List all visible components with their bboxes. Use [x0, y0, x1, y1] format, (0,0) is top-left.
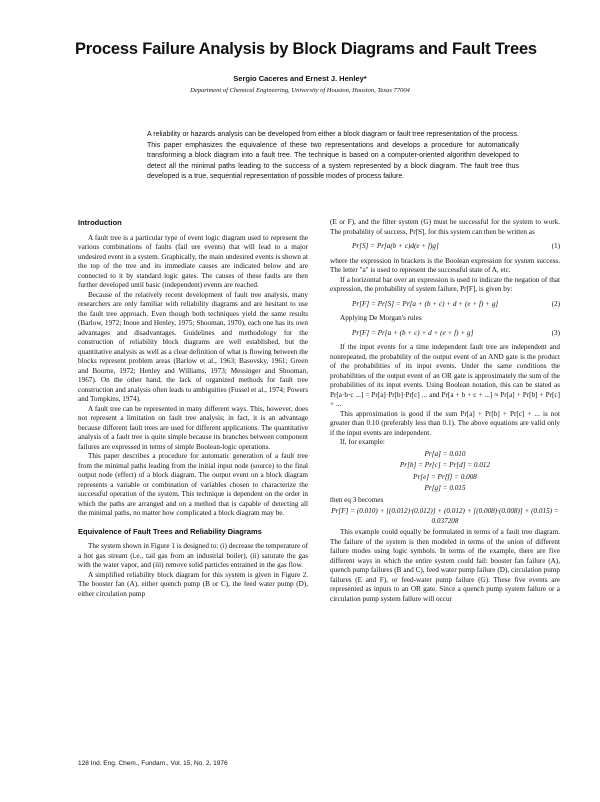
- equation-number: (1): [551, 242, 560, 250]
- equation-2: [330, 300, 560, 310]
- equation-1: [330, 242, 560, 252]
- paragraph: The system shown in Figure 1 is designed to: (i) decrease the temperature of a hot gas stream (i.e., tail gas from an industrial boiler), (ii) saturate the gas with the water vapor, and (iii) remove solid particles entrained in the gas flow.: [78, 542, 308, 569]
- paragraph: then eq 3 becomes: [330, 495, 384, 504]
- authors: Sergio Caceres and Ernest J. Henley*: [233, 74, 367, 83]
- paragraph: A fault tree is a particular type of event logic diagram used to represent the various combinations of faults (fail ure events) that will lead to a major undesired event in a system. Graphically, the main undesired events is shown at the top of the tree and its immediate causes are indicated below and are connected to it by standard logic gates. The causes of these faults are then further developed until basic (independent) events are reached.: [78, 233, 308, 289]
- equation-number: (3): [551, 328, 560, 337]
- example-value: Pr[e] = Pr[f] = 0.008: [413, 472, 477, 481]
- paragraph: If, for example:: [340, 438, 385, 446]
- equivalence-heading: Equivalence of Fault Trees and Reliability Diagrams: [78, 526, 262, 536]
- paragraph: A fault tree can be represented in many different ways. This, however, does not represent a limitation on fault tree analysis; in fact, it is an advantage because different fault trees are used for different applications. The quantitative analysis of a fault tree is quite simple because its branches between component failures are expressed in terms of simple Boolean-logic operations.: [78, 404, 308, 451]
- example-value: Pr[g] = 0.015: [424, 484, 466, 492]
- example-value: Pr[a] = 0.010: [424, 449, 466, 458]
- paper-title: Process Failure Analysis by Block Diagrams and Fault Trees: [75, 40, 537, 58]
- paragraph: where the expression in brackets is the Boolean expression for system success. The letter "a" is used to represent the successful state of A, etc.: [330, 256, 560, 274]
- introduction-heading: Introduction: [78, 218, 122, 227]
- equation-4: Pr[F] = (0.010) + [(0.012)·(0.012)] + (0.012) + [(0.008)·(0.008)] + (0.015) = 0.037208: [331, 507, 559, 525]
- paragraph: This paper describes a procedure for automatic generation of a fault tree from the minimal paths leading from the initial input node (source) to the final output node (effect) of a block diagram. The output event on a block diagram represents a variable or combination of variables chosen to characterize the successful operation of the system. This technique is dependent on the order in which the paths are arranged and on a method that is capable of detecting all the minimal paths, no matter how complicated a block diagram may be.: [78, 452, 308, 517]
- paragraph: If the input events for a time independent fault tree are independent and nonrepeated, the probability of the output event of an AND gate is the product of the probabilities of its input events. Under the same conditions the probabilities of the output event of an OR gate is approximately the sum of the probabilities of its input events. Using Boolean notation, this can be stated as Pr[a·b·c ...] = Pr[a]·Pr[b]·Pr[c] ... and Pr[a + b + c + ...] ≈ Pr[a] + Pr[b] + Pr[c] + ...: [330, 343, 560, 408]
- paragraph: Because of the relatively recent development of fault tree analysis, many researchers are only familiar with reliability diagrams and are hesitant to use the fault tree approach. Even though both techniques yield the same results (Barlow, 1972; Inoue and Henley, 1975; Shooman, 1970), each one has its own advantages and disadvantages. Guidelines and methodology for the construction of reliability block diagrams are well established, but the quantitative analysis as well as a clear definition of what is flowing between the blocks represent problem areas (Barlow et al., 1963; Basovsky, 1961; Green and Bourne, 1972; Henley and Williams, 1973; Messinger and Shooman, 1967). On the other hand, the lack of organized methods for fault tree construction and analysis often leads to ambiguities (Fussel et al., 1974; Powers and Tompkins, 1974).: [78, 290, 308, 403]
- paragraph: If a horizontal bar over an expression is used to indicate the negation of that expression, the probability of system failure, Pr[F], is given by:: [330, 275, 560, 293]
- right-column: [330, 218, 560, 604]
- equation-3: [330, 329, 560, 339]
- abstract: A reliability or hazards analysis can be developed from either a block diagram or fault tree representation of the process. This paper emphasizes the equivalence of these two representations and develops a procedure for automatically transforming a block diagram into a fault tree. The technique is based on a computer-oriented algorithm developed to detect all the minimal paths leading to the success of a system represented by a block diagram. The fault tree thus developed is a true, sequential representation of possible modes of process failure.: [147, 131, 519, 181]
- equation-number: (2): [551, 299, 560, 308]
- equation-body: Pr[F] = Pr[S] = Pr[a + (b + c) + d + (e + f) + g]: [352, 299, 499, 308]
- paragraph: (E or F), and the filter system (G) must be successful for the system to work. The probability of success, Pr[S], for this system can then be written as: [330, 218, 560, 236]
- left-column: [78, 218, 308, 599]
- example-value: Pr[b] = Pr[c] = Pr[d] = 0.012: [399, 461, 491, 469]
- paragraph: Applying De Morgan's rules: [340, 314, 422, 322]
- paragraph: This approximation is good if the sum Pr[a] + Pr[b] + Pr[c] + ... is not greater than 0.10 (preferably less than 0.1). The above equations are valid only if the input events are independent.: [330, 409, 560, 437]
- page-footer: 128 Ind. Eng. Chem., Fundam., Vol. 15, No. 2, 1976: [78, 760, 228, 767]
- equation-body: Pr[S] = Pr[a(b + c)d(e + f)g]: [352, 242, 439, 250]
- affiliation: Department of Chemical Engineering, University of Houston, Houston, Texas 77004: [190, 87, 410, 94]
- equation-body: Pr[F] = Pr[a + (b + c) + d + (e + f) + g]: [352, 328, 474, 337]
- paragraph: This example could equally be formulated in terms of a fault tree diagram. The failure of the system is then modeled in terms of the union of different failure modes using logic symbols. In terms of the example, there are five different ways in which the entire system could fail: booster fan failure (A), quench pump failures (B and C), feed water pump failure (D), circulation pump failures (E and F), or feed-water pump failure (G). These five events are represented as inputs to an OR gate. Since a quench pump system failure or a circulation pump system failure will occur: [330, 528, 560, 603]
- paragraph: A simplified reliability block diagram for this system is given in Figure 2. The booster fan (A), either quench pump (B or C), the feed water pump (D), either circulation pump: [78, 570, 308, 598]
